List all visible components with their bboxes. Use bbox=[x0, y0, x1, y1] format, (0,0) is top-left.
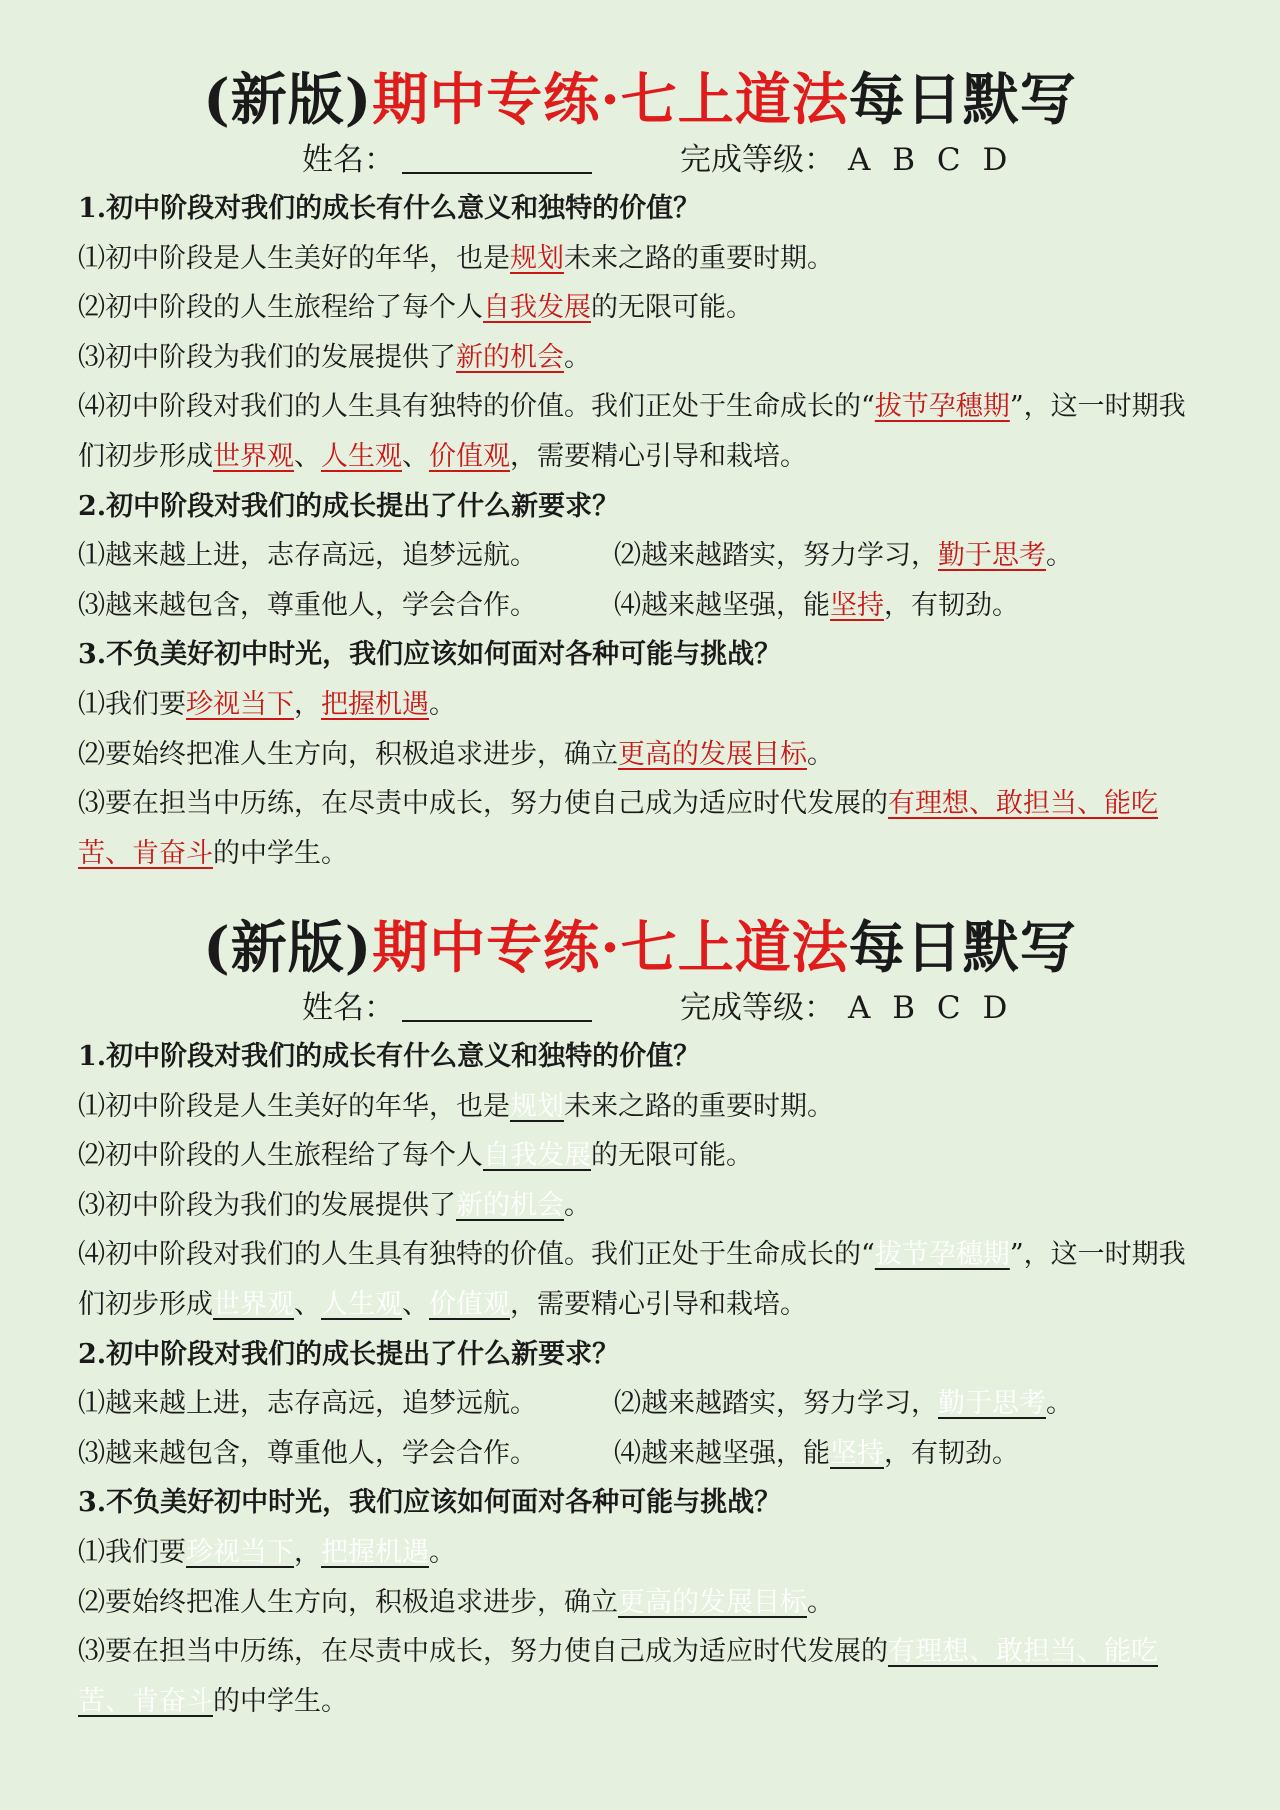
fill-blank[interactable]: 有理想、敢担当、能吃苦、肯奋斗 bbox=[78, 1636, 1158, 1717]
title-suffix: 每日默写 bbox=[848, 915, 1077, 981]
name-label: 姓名： bbox=[302, 990, 395, 1026]
question-2: 2.初中阶段对我们的成长提出了什么新要求？ bbox=[78, 1338, 620, 1370]
blank-line-1-1: ⑴初中阶段是人生美好的年华，也是规划未来之路的重要时期。 bbox=[78, 1090, 834, 1122]
title-prefix: (新版) bbox=[203, 915, 373, 981]
title-subject: 期中专练·七上道法 bbox=[372, 915, 849, 981]
answer-line-3-1: ⑴我们要珍视当下，把握机遇。 bbox=[78, 688, 456, 720]
fill-blank[interactable]: 价值观 bbox=[429, 1288, 510, 1320]
answer-line-2-a: ⑴越来越上进，志存高远，追梦远航。 ⑵越来越踏实，努力学习，勤于思考。 bbox=[78, 540, 1073, 572]
name-label: 姓名： bbox=[302, 142, 395, 178]
blank-line-1-4: ⑷初中阶段对我们的人生具有独特的价值。我们正处于生命成长的“拔节孕穗期”，这一时期我们初步形成世界观、人生观、价值观，需要精心引导和栽培。 bbox=[78, 1239, 1186, 1320]
name-input-line[interactable] bbox=[402, 1020, 592, 1022]
answer-text: 人生观 bbox=[321, 440, 402, 472]
blank-line-3-1: ⑴我们要珍视当下，把握机遇。 bbox=[78, 1536, 456, 1568]
fill-blank[interactable]: 勤于思考 bbox=[938, 1388, 1046, 1420]
blank-line-2-a: ⑴越来越上进，志存高远，追梦远航。 ⑵越来越踏实，努力学习，勤于思考。 bbox=[78, 1388, 1073, 1420]
answer-line-1-4: ⑷初中阶段对我们的人生具有独特的价值。我们正处于生命成长的“拔节孕穗期”，这一时期我们初步形成世界观、人生观、价值观，需要精心引导和栽培。 bbox=[78, 391, 1186, 472]
question-3: 3.不负美好初中时光，我们应该如何面对各种可能与挑战？ bbox=[78, 1487, 782, 1519]
answer-text: 价值观 bbox=[429, 440, 510, 472]
worksheet-body bbox=[0, 184, 1208, 878]
fill-blank[interactable]: 自我发展 bbox=[483, 1140, 591, 1172]
title-suffix: 每日默写 bbox=[848, 67, 1077, 133]
worksheet-blank-version bbox=[0, 912, 1280, 1726]
page-title bbox=[0, 64, 1280, 136]
fill-blank[interactable]: 人生观 bbox=[321, 1288, 402, 1320]
answer-line-2-b: ⑶越来越包含，尊重他人，学会合作。 ⑷越来越坚强，能坚持，有韧劲。 bbox=[78, 589, 1019, 621]
blank-line-3-2: ⑵要始终把准人生方向，积极追求进步，确立更高的发展目标。 bbox=[78, 1586, 834, 1618]
blank-line-1-3: ⑶初中阶段为我们的发展提供了新的机会。 bbox=[78, 1189, 591, 1221]
answer-text: 珍视当下 bbox=[186, 688, 294, 720]
fill-blank[interactable]: 拔节孕穗期 bbox=[874, 1239, 1010, 1271]
page-title bbox=[0, 912, 1280, 984]
answer-text: 勤于思考 bbox=[938, 540, 1046, 572]
answer-line-1-1: ⑴初中阶段是人生美好的年华，也是规划未来之路的重要时期。 bbox=[78, 242, 834, 274]
answer-text: 新的机会 bbox=[456, 341, 564, 373]
fill-blank[interactable]: 世界观 bbox=[213, 1288, 294, 1320]
answer-text: 拔节孕穗期 bbox=[874, 391, 1010, 423]
fill-blank[interactable]: 更高的发展目标 bbox=[618, 1586, 807, 1618]
question-3: 3.不负美好初中时光，我们应该如何面对各种可能与挑战？ bbox=[78, 639, 782, 671]
question-2: 2.初中阶段对我们的成长提出了什么新要求？ bbox=[78, 490, 620, 522]
answer-line-3-2: ⑵要始终把准人生方向，积极追求进步，确立更高的发展目标。 bbox=[78, 738, 834, 770]
title-subject: 期中专练·七上道法 bbox=[372, 67, 849, 133]
answer-text: 有理想、敢担当、能吃苦、肯奋斗 bbox=[78, 788, 1158, 869]
student-info-row bbox=[0, 136, 1280, 184]
answer-text: 把握机遇 bbox=[321, 688, 429, 720]
fill-blank[interactable]: 规划 bbox=[510, 1090, 564, 1122]
question-1: 1.初中阶段对我们的成长有什么意义和独特的价值？ bbox=[78, 1041, 701, 1072]
answer-text: 自我发展 bbox=[483, 292, 591, 324]
fill-blank[interactable]: 新的机会 bbox=[456, 1189, 564, 1221]
grade-label: 完成等级： bbox=[680, 142, 835, 178]
answer-text: 更高的发展目标 bbox=[618, 738, 807, 770]
blank-line-2-b: ⑶越来越包含，尊重他人，学会合作。 ⑷越来越坚强，能坚持，有韧劲。 bbox=[78, 1437, 1019, 1469]
answer-text: 坚持 bbox=[830, 589, 884, 621]
fill-blank[interactable]: 坚持 bbox=[830, 1437, 884, 1469]
answer-line-1-2: ⑵初中阶段的人生旅程给了每个人自我发展的无限可能。 bbox=[78, 292, 753, 324]
answer-line-1-3: ⑶初中阶段为我们的发展提供了新的机会。 bbox=[78, 341, 591, 373]
answer-line-3-3: ⑶要在担当中历练，在尽责中成长，努力使自己成为适应时代发展的有理想、敢担当、能吃苦、肯奋斗的中学生。 bbox=[78, 788, 1158, 869]
grade-options[interactable]: A B C D bbox=[848, 142, 1014, 178]
blank-line-3-3: ⑶要在担当中历练，在尽责中成长，努力使自己成为适应时代发展的有理想、敢担当、能吃苦、肯奋斗的中学生。 bbox=[78, 1636, 1158, 1717]
worksheet-body bbox=[0, 1032, 1208, 1726]
title-prefix: (新版) bbox=[203, 67, 373, 133]
student-info-row bbox=[0, 984, 1280, 1032]
answer-text: 世界观 bbox=[213, 440, 294, 472]
blank-line-1-2: ⑵初中阶段的人生旅程给了每个人自我发展的无限可能。 bbox=[78, 1140, 753, 1172]
name-input-line[interactable] bbox=[402, 172, 592, 174]
fill-blank[interactable]: 把握机遇 bbox=[321, 1536, 429, 1568]
question-1: 1.初中阶段对我们的成长有什么意义和独特的价值？ bbox=[78, 193, 701, 224]
answer-text: 规划 bbox=[510, 242, 564, 274]
fill-blank[interactable]: 珍视当下 bbox=[186, 1536, 294, 1568]
grade-label: 完成等级： bbox=[680, 990, 835, 1026]
grade-options[interactable]: A B C D bbox=[848, 990, 1014, 1026]
worksheet-answer-version bbox=[0, 64, 1280, 878]
